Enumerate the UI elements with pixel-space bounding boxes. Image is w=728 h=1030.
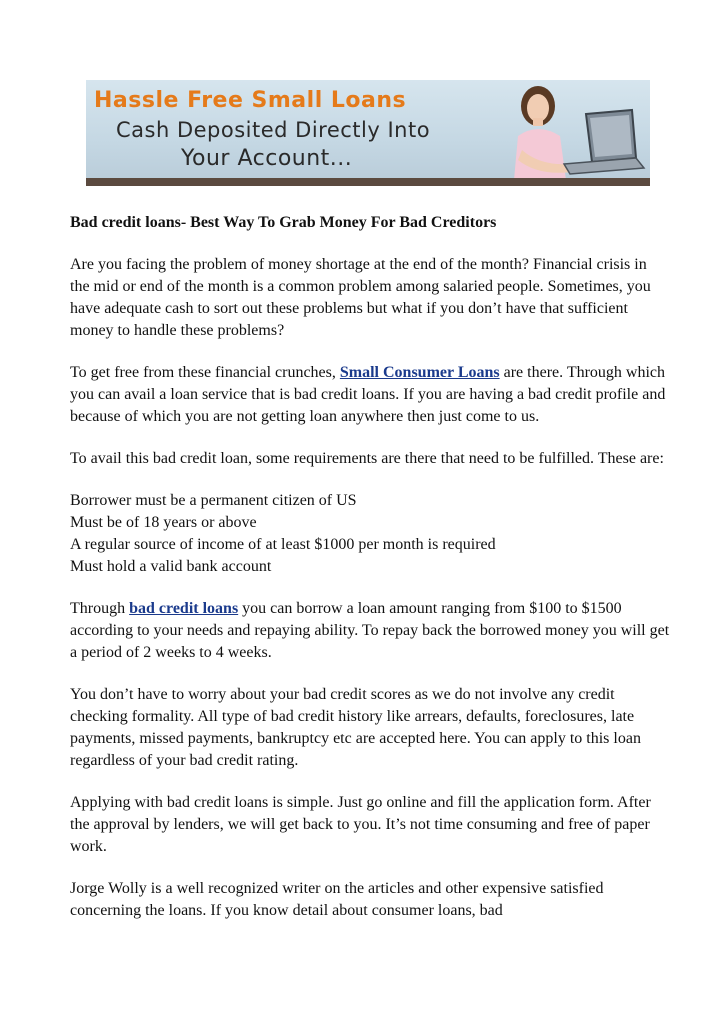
list-item: Must be of 18 years or above	[70, 514, 257, 531]
bad-credit-loans-link[interactable]: bad credit loans	[129, 600, 239, 617]
paragraph-text: Through	[70, 600, 130, 617]
paragraph-credit-check: You don’t have to worry about your bad credit scores as we do not involve any credit checking formality. All type of bad credit history like arrears, defaults, foreclosures, late payments, missed payments, bankruptcy etc are accepted here. You can apply to this loan regardless of your bad credit rating.	[70, 686, 641, 769]
paragraph-consumer-loans	[70, 362, 670, 428]
paragraph-text: you can borrow a loan amount ranging from $100 to $1500 according to your needs and repaying ability. To repay back the borrowed money you will get a period of 2 weeks to 4 weeks.	[70, 600, 670, 661]
banner-subline: Cash Deposited Directly Into	[116, 118, 431, 142]
article-body	[70, 212, 670, 942]
banner-ground	[86, 178, 650, 186]
list-item: Borrower must be a permanent citizen of US	[70, 492, 357, 509]
banner-subline-2: Your Account...	[181, 146, 353, 171]
paragraph-loan-amount	[70, 598, 670, 664]
paragraph-intro: Are you facing the problem of money shortage at the end of the month? Financial crisis in the mid or end of the month is a common problem among salaried people. Sometimes, you have adequate cash to sort out these problems but what if you don’t have that sufficient money to handle these problems?	[70, 256, 651, 339]
small-consumer-loans-link[interactable]: Small Consumer Loans	[339, 364, 500, 381]
banner-image	[86, 80, 650, 186]
woman-with-laptop-illustration	[500, 80, 650, 180]
list-item: A regular source of income of at least $1000 per month is required	[70, 536, 496, 553]
paragraph-applying: Applying with bad credit loans is simple. Just go online and fill the application form. After the approval by lenders, we will get back to you. It’s not time consuming and free of paper work.	[70, 794, 651, 855]
paragraph-text: To get free from these financial crunches,	[70, 364, 340, 381]
paragraph-requirements-intro: To avail this bad credit loan, some requirements are there that need to be fulfilled. These are:	[70, 450, 664, 467]
article-title: Bad credit loans- Best Way To Grab Money For Bad Creditors	[70, 214, 497, 231]
banner-headline: Hassle Free Small Loans	[94, 88, 407, 113]
list-item: Must hold a valid bank account	[70, 558, 272, 575]
paragraph-author: Jorge Wolly is a well recognized writer on the articles and other expensive satisfied concerning the loans. If you know detail about consumer loans, bad	[70, 880, 604, 919]
requirements-list	[70, 490, 670, 578]
paragraph-text: are there. Through which you can avail a loan service that is bad credit loans. If you are having a bad credit profile and because of which you are not getting loan anywhere then just come to us.	[70, 364, 666, 425]
